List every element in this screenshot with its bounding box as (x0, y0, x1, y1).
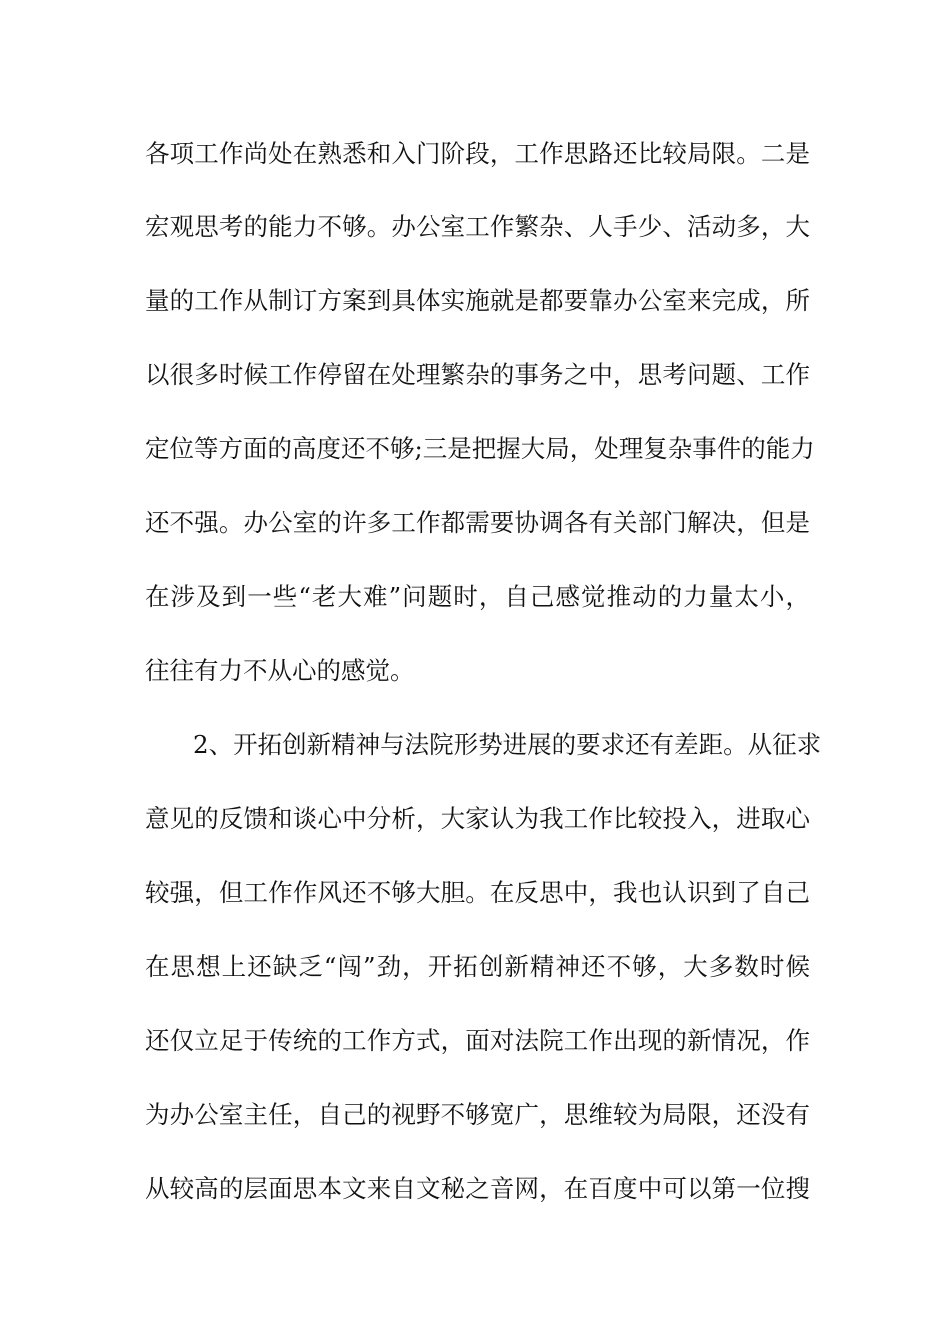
paragraph-1-line-2: 宏观思考的能力不够。办公室工作繁杂、人手少、活动多，大 (145, 212, 810, 241)
paragraph-1-line-1: 各项工作尚处在熟悉和入门阶段，工作思路还比较局限。二是 (145, 139, 810, 168)
paragraph-2-line-5: 还仅立足于传统的工作方式，面对法院工作出现的新情况，作 (145, 1026, 810, 1055)
paragraph-1-line-7: 在涉及到一些“老大难”问题时，自己感觉推动的力量太小， (145, 582, 810, 611)
paragraph-2-line-1: 2、开拓创新精神与法院形势进展的要求还有差距。从征求 (193, 730, 822, 759)
paragraph-2-line-2: 意见的反馈和谈心中分析，大家认为我工作比较投入，进取心 (145, 804, 810, 833)
paragraph-1-line-3: 量的工作从制订方案到具体实施就是都要靠办公室来完成，所 (145, 286, 810, 315)
paragraph-2-line-6: 为办公室主任，自己的视野不够宽广，思维较为局限，还没有 (145, 1100, 810, 1129)
paragraph-1-line-4: 以很多时候工作停留在处理繁杂的事务之中，思考问题、工作 (145, 360, 810, 389)
paragraph-2-line-7: 从较高的层面思本文来自文秘之音网，在百度中可以第一位搜 (145, 1174, 810, 1203)
paragraph-1-line-5: 定位等方面的高度还不够;三是把握大局，处理复杂事件的能力 (145, 434, 815, 463)
paragraph-1-line-6: 还不强。办公室的许多工作都需要协调各有关部门解决，但是 (145, 508, 810, 537)
paragraph-2-line-3: 较强，但工作作风还不够大胆。在反思中，我也认识到了自己 (145, 878, 810, 907)
paragraph-1-line-8: 往往有力不从心的感觉。 (145, 656, 415, 685)
paragraph-2-line-4: 在思想上还缺乏“闯”劲，开拓创新精神还不够，大多数时候 (145, 952, 810, 981)
